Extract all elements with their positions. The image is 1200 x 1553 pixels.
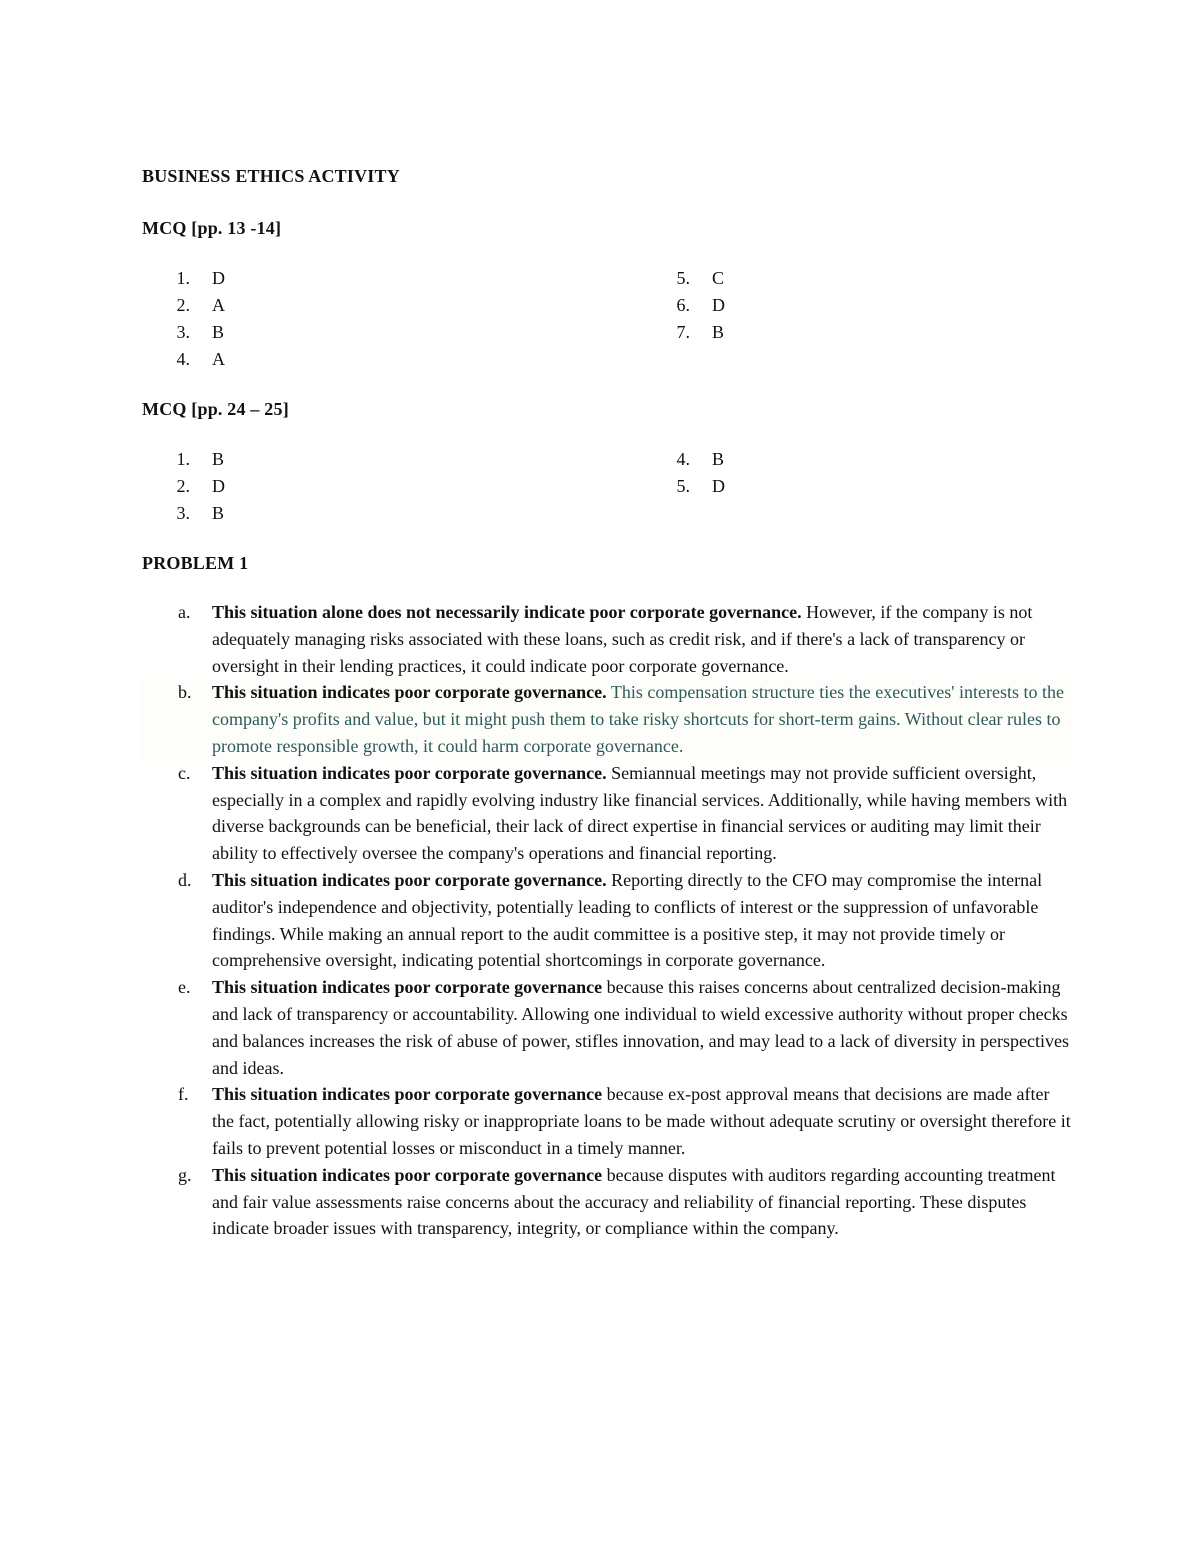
answer-item (142, 500, 442, 527)
answer-value: D (712, 295, 725, 315)
problem-item (142, 599, 1072, 679)
answer-number: 1. (176, 268, 190, 288)
item-body: because this raises concerns about centralized decision-making and lack of transparency or accountability. Allowing one individual to wield excessive authority without proper checks and balances increases the risk of abuse of power, stifles innovation, and may lead to a lack of diversity in perspectives and ideas. (212, 977, 1070, 1078)
answer-item (142, 319, 442, 346)
item-lead: This situation indicates poor corporate governance (212, 1084, 603, 1105)
answer-number: 7. (676, 322, 690, 342)
answer-value: B (212, 449, 225, 469)
answer-value: B (212, 503, 225, 523)
problem-item (142, 760, 1072, 867)
answer-value: B (712, 322, 725, 342)
answer-item (142, 446, 442, 473)
problem-item (142, 867, 1072, 974)
mcq1-answers-right (642, 265, 942, 346)
answer-item (642, 292, 942, 319)
document-title: BUSINESS ETHICS ACTIVITY (142, 166, 400, 186)
answer-value: A (212, 295, 225, 315)
answer-value: B (212, 322, 225, 342)
item-body: Semiannual meetings may not provide sufficient oversight, especially in a complex and rapidly evolving industry like financial services. Additionally, while having members with diverse backgrounds can be beneficial, their lack of direct expertise in financial services or auditing may limit their ability to effectively oversee the company's operations and financial reporting. (212, 762, 1068, 864)
problem-item (142, 1081, 1072, 1161)
item-lead: This situation alone does not necessarily indicate poor corporate governance. (212, 602, 802, 622)
problem1-answers (142, 599, 1072, 1242)
answer-number: 5. (676, 476, 690, 496)
answer-number: 2. (176, 295, 190, 315)
item-body: because disputes with auditors regarding accounting treatment and fair value assessments raise concerns about the accuracy and reliability of financial reporting. These disputes indicate broader issues with transparency, integrity, or compliance within the company. (212, 1164, 1056, 1239)
answer-number: 4. (176, 349, 190, 369)
answer-number: 4. (676, 449, 690, 469)
problem-item (142, 679, 1072, 759)
mcq1-heading: MCQ [pp. 13 -14] (142, 218, 282, 238)
answer-value: C (712, 268, 725, 288)
answer-number: 1. (176, 449, 190, 469)
answer-item (142, 473, 442, 500)
mcq2-heading: MCQ [pp. 24 – 25] (142, 399, 289, 419)
answer-value: B (712, 449, 725, 469)
problem1-heading: PROBLEM 1 (142, 553, 249, 573)
answer-number: 3. (176, 322, 190, 342)
item-body: because ex-post approval means that decisions are made after the fact, potentially allowing risky or inappropriate loans to be made without adequate scrutiny or oversight therefore it fails to prevent potential losses or misconduct in a timely manner. (212, 1084, 1071, 1158)
answer-value: D (212, 268, 225, 288)
item-body: This compensation structure ties the executives' interests to the company's profits and value, but it might push them to take risky shortcuts for short-term gains. Without clear rules to promote responsible growth, it could harm corporate governance. (212, 682, 1064, 756)
answer-item (642, 265, 942, 292)
problem-item (142, 1162, 1072, 1242)
item-body: However, if the company is not adequately managing risks associated with these loans, such as credit risk, and if there's a lack of transparency or oversight in their lending practices, it could indicate poor corporate governance. (212, 602, 1033, 676)
mcq1-answers-left (142, 265, 442, 373)
item-letter: f. (178, 1084, 189, 1105)
item-lead: This situation indicates poor corporate governance (212, 977, 603, 998)
answer-item (642, 319, 942, 346)
item-lead: This situation indicates poor corporate governance (212, 1164, 603, 1185)
item-letter: d. (178, 869, 192, 890)
problem-item (142, 974, 1072, 1081)
item-letter: b. (178, 682, 192, 703)
answer-number: 2. (176, 476, 190, 496)
answer-item (142, 265, 442, 292)
answer-item (142, 292, 442, 319)
answer-item (642, 473, 942, 500)
item-letter: g. (178, 1164, 192, 1185)
answer-item (142, 346, 442, 373)
mcq2-answers-left (142, 446, 442, 527)
answer-number: 3. (176, 503, 190, 523)
answer-item (642, 446, 942, 473)
item-letter: a. (178, 602, 191, 622)
item-lead: This situation indicates poor corporate governance. (212, 682, 607, 703)
answer-value: D (712, 476, 725, 496)
mcq2-answers-right (642, 446, 942, 500)
answer-value: D (212, 476, 225, 496)
answer-number: 6. (676, 295, 690, 315)
item-lead: This situation indicates poor corporate governance. (212, 762, 607, 783)
answer-value: A (212, 349, 225, 369)
item-letter: c. (178, 762, 191, 783)
answer-number: 5. (676, 268, 690, 288)
item-lead: This situation indicates poor corporate governance. (212, 869, 607, 890)
item-body: Reporting directly to the CFO may compromise the internal auditor's independence and objectivity, potentially leading to conflicts of interest or the suppression of unfavorable findings. While making an annual report to the audit committee is a positive step, it may not provide timely or comprehensive oversight, indicating potential shortcomings in corporate governance. (212, 869, 1043, 971)
item-letter: e. (178, 977, 191, 998)
